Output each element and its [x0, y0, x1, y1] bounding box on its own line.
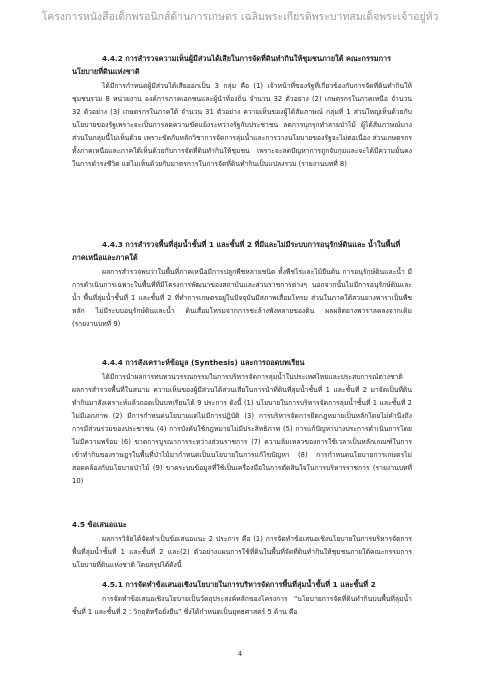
- section-heading: 4.5.1 การจัดทำข้อเสนอเชิงนโยบายในการบริหารจัดการพื้นที่ลุ่มน้ำชั้นที่ 1 และชั้นที่ 2: [102, 580, 376, 589]
- section-4-5: [72, 518, 412, 572]
- section-heading: 4.4.4 การสังเคราะห์ข้อมูล (Synthesis) และการถอดบทเรียน: [102, 358, 305, 367]
- section-heading: 4.5 ข้อเสนอแนะ: [72, 520, 127, 529]
- section-4-4-2: [72, 52, 412, 171]
- page-number: 4: [237, 650, 243, 658]
- section-heading: 4.4.2 การสำรวจความเห็นผู้มีส่วนได้เสียในการจัดที่ดินทำกินให้ชุมชนภายใต้ คณะกรรมการนโยบายที่ดินแห่งชาติ: [72, 54, 392, 76]
- section-paragraph: ผลการวิจัยได้จัดทำเป็นข้อเสนอแนะ 2 ประการ คือ (1) การจัดทำข้อเสนอเชิงนโยบายในการบริหารจัดการพื้นที่ลุ่มน้ำชั้นที่ 1 และชั้นที่ 2 และ(2) ตัวอย่างแผนการใช้ที่ดินในพื้นที่จัดที่ดินทำกินให้ชุมชนภายใต้คณะกรรมการนโยบายที่ดินแห่งชาติ โดยสรุปได้ดังนี้: [72, 535, 412, 569]
- section-paragraph: ผลการสำรวจพบว่าในพื้นที่ภาคเหนือมีการปลูกพืชหลายชนิด ทั้งพืชไร่และไม้ยืนต้น การอนุรักษ์ดินและน้ำ มีการดำเนินการเฉพาะในพื้นที่ที่มีโครงการพัฒนาของสถาบันและส่วนราชการต่างๆ นอกจากนั้นไม่มีการอนุรักษ์ดินและน้ำ พื้นที่ลุ่มน้ำชั้นที่ 1 และชั้นที่ 2 ที่ทำการเกษตรอยู่ในปัจจุบันมีสภาพเสื่อมโทรม ส่วนในภาคใต้สวนยางพาราเป็นพืชหลัก ไม่มีระบบอนุรักษ์ดินและน้ำ ดินเสื่อมโทรมจากการชะล้างพังทลายของดิน ผลผลิตยางพาราลดลงจากเดิม (รายงานบทที่ 9): [72, 268, 412, 328]
- section-4-5-1: [72, 578, 412, 619]
- section-heading: 4.4.3 การสำรวจพื้นที่ลุ่มน้ำชั้นที่ 1 และชั้นที่ 2 ที่มีและไม่มีระบบการอนุรักษ์ดินและ น้ำในพื้นที่ภาคเหนือและภาคใต้: [72, 240, 401, 262]
- section-paragraph: ได้มีการกำหนดผู้มีส่วนได้เสียออกเป็น 3 กลุ่ม คือ (1) เจ้าหน้าที่ของรัฐที่เกี่ยวข้องกับการจัดที่ดินทำกินให้ชุมชนรวม 8 หน่วยงาน องค์การภาคเอกชนและผู้นำท้องถิ่น จำนวน 32 ตัวอย่าง (2) เกษตรกรในภาคเหนือ จำนวน 32 ตัวอย่าง (3) เกษตรกรในภาคใต้ จำนวน 31 ตัวอย่าง ความเห็นของผู้ได้สัมภาษณ์ กลุ่มที่ 1 ส่วนใหญ่เห็นด้วยกับนโยบายของรัฐเพราะจะเป็นการลดความขัดแย้งระหว่างรัฐกับประชาชน ลดการบุกรุกทำลายป่าไม้ ผู้ได้สัมภาษณ์บางส่วนในกลุ่มนี้ไม่เห็นด้วย เพราะขัดกับหลักวิชาการจัดการลุ่มน้ำและการวางนโยบายของรัฐจะไม่ต่อเนื่อง ส่วนเกษตรกรทั้งภาคเหนือและภาคใต้เห็นด้วยกับการจัดที่ดินทำกินให้ชุมชน เพราะจะลดปัญหาการถูกจับกุมและจะได้มีความมั่นคงในการดำรงชีวิต แต่ไม่เห็นด้วยกับมาตรการในการจัดที่ดินทำกินเป็นแปลงรวม (รายงานบทที่ 8): [72, 82, 412, 168]
- section-paragraph: การจัดทำข้อเสนอเชิงนโยบายเป็นวัตถุประสงค์หลักของโครงการ “นโยบายการจัดที่ดินทำกินบนพื้นที่ลุ่มน้ำชั้นที่ 1 และชั้นที่ 2 : วิกฤติหรือยั่งยืน” ซึ่งได้กำหนดเป็นยุทธศาสตร์ 5 ด้าน คือ: [72, 595, 412, 616]
- section-paragraph: ได้มีการนำผลการทบทวนวรรณกรรมในการบริหารจัดการลุ่มน้ำในประเทศไทยและประสบการณ์ต่างชาติ ผลการสำรวจพื้นที่ในสนาม ความเห็นของผู้มีส่วนได้ส่วนเสียในการนำที่ดินที่ลุ่มน้ำชั้นที่ 1 และชั้นที่ 2 มาจัดเป็นที่ดินทำกินมาสังเคราะห์แล้วถอดเป็นบทเรียนได้ 9 ประการ ดังนี้ (1) นโยบายในการบริหารจัดการลุ่มน้ำชั้นที่ 1 และชั้นที่ 2 ไม่มีเอกภาพ (2) มีการกำหนดนโยบายแต่ไม่มีการปฏิบัติ (3) การบริหารจัดการยึดกฎหมายเป็นหลักโดยไม่คำนึงถึงการมีส่วนร่วมของประชาชน (4) การบังคับใช้กฎหมายไม่มีประสิทธิภาพ (5) การแก้ปัญหาบางประการดำเนินการโดยไม่มีความพร้อม (6) ขาดการบูรณาการระหว่างส่วนราชการ (7) ความล้มเหลวของการใช้เวลาเป็นหลักเกณฑ์ในการเข้าทำกินของราษฎรในพื้นที่ป่าไม้มากำหนดเป็นนโยบายในการแก้ไขปัญหา (8) การกำหนดนโยบายการเกษตรไม่สอดคล้องกับนโยบายป่าไม้ (9) ขาดระบบข้อมูลที่ใช้เป็นเครื่องมือในการตัดสินใจในการบริหารราชการ (รายงานบทที่ 10): [72, 373, 412, 485]
- section-4-4-3: [72, 238, 412, 331]
- section-4-4-4: [72, 356, 412, 488]
- running-header: โครงการหนังสือเด็กพรอนิกส์ด้านการเกษตร เฉลิมพระเกียรติพระบาทสมเด็จพระเจ้าอยู่หัว: [41, 11, 439, 23]
